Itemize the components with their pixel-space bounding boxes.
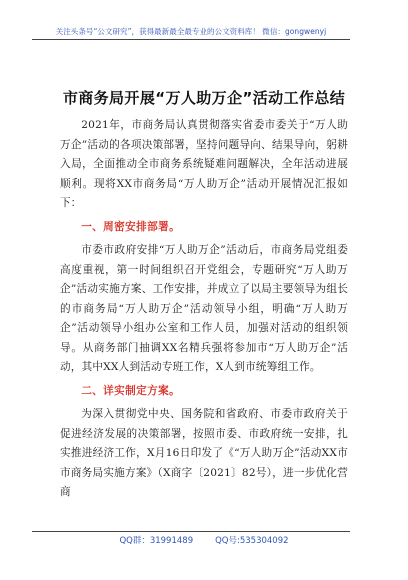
header-divider bbox=[32, 39, 350, 40]
footer-qq-group: QQ群：31991489 bbox=[119, 536, 194, 546]
intro-paragraph: 2021年，市商务局认真贯彻落实省委市委关于“万人助万企”活动的各项决策部署，坚持问题导向、结果导向，躬耕入局，全面推动全市商务系统疑难问题解决，全年活动进展顺利。现将XX市商务局“万人助万企”活动开展情况汇报如下： bbox=[60, 119, 348, 209]
header-banner: 关注头条号“公文研究”，获得最新最全最专业的公文资料库！ 微信：gongwenyj bbox=[55, 27, 327, 36]
section-heading-1: 一、周密安排部署。 bbox=[81, 220, 181, 233]
footer bbox=[0, 535, 408, 547]
footer-divider bbox=[32, 531, 350, 532]
section-paragraph-2: 为深入贯彻党中央、国务院和省政府、市委市政府关于促进经济发展的决策部署，按照市委、市政府统一安排，扎实推进经济工作，X月16日印发了《“万人助万企”活动XX市市商务局实施方案》（X商字〔2021〕82号），进一步优化营商 bbox=[60, 408, 348, 498]
document-title: 市商务局开展“万人助万企”活动工作总结 bbox=[62, 89, 346, 107]
section-heading-2: 二、详实制定方案。 bbox=[81, 384, 181, 397]
section-paragraph-1: 市委市政府安排“万人助万企”活动后，市商务局党组委高度重视，第一时间组织召开党组会，专题研究“万人助万企”活动实施方案、工作安排，并成立了以局主要领导为组长的市商务局“万人助万企”活动领导小组，明确“万人助万企”活动领导小组办公室和工作人员，加强对活动的组织领导。从商务部门抽调XX名精兵强将参加市“万人助万企”活动，其中XX人到活动专班工作，X人到市统筹组工作。 bbox=[60, 244, 348, 373]
document-body bbox=[60, 116, 348, 503]
footer-qq-number: QQ号:535304092 bbox=[215, 536, 289, 546]
